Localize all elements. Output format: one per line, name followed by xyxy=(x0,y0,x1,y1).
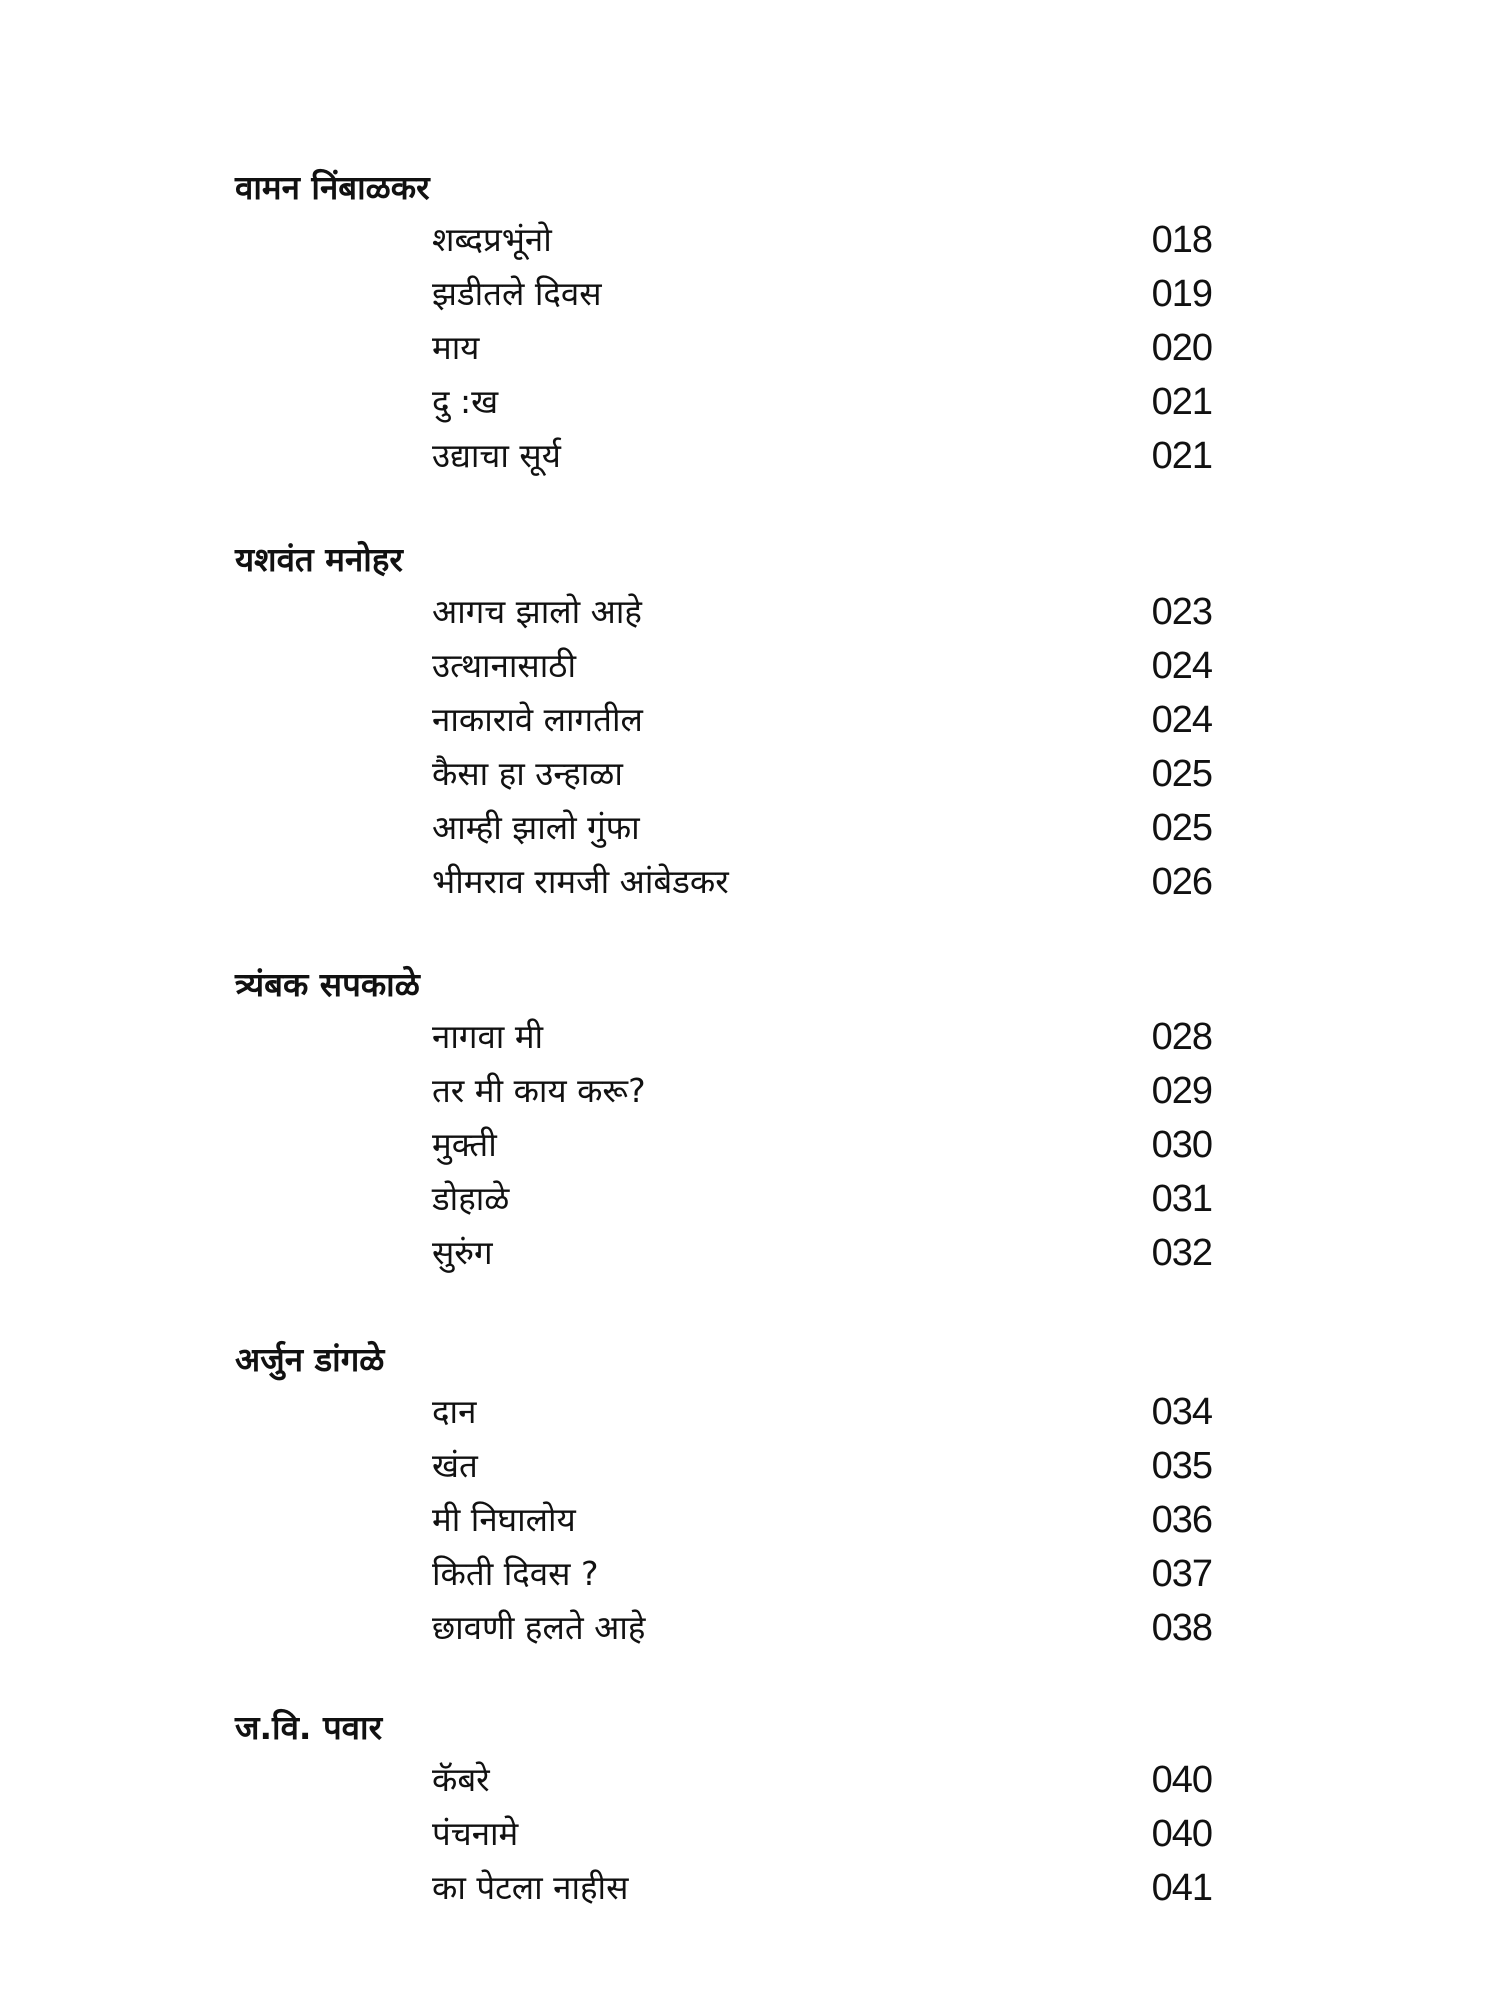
page-number: 037 xyxy=(1151,1553,1212,1595)
poem-title: शब्दप्रभूंनो xyxy=(432,220,552,259)
poem-title: मी निघालोय xyxy=(432,1500,576,1539)
toc-entry xyxy=(0,1861,1500,1915)
page-number: 031 xyxy=(1151,1178,1212,1220)
toc-entry xyxy=(0,1547,1500,1601)
poem-title: माय xyxy=(432,328,480,367)
page-number: 025 xyxy=(1151,807,1212,849)
toc-entry xyxy=(0,1118,1500,1172)
page-number: 034 xyxy=(1151,1391,1212,1433)
toc-entry xyxy=(0,375,1500,429)
toc-entry xyxy=(0,639,1500,693)
page-number: 030 xyxy=(1151,1124,1212,1166)
poem-title: उत्थानासाठी xyxy=(432,646,577,685)
poem-title: उद्याचा सूर्य xyxy=(432,436,561,475)
toc-entry xyxy=(0,1010,1500,1064)
poem-title: किती दिवस ? xyxy=(432,1554,599,1593)
page-number: 038 xyxy=(1151,1607,1212,1649)
poem-title: झडीतले दिवस xyxy=(432,274,602,313)
poem-title: आम्ही झालो गुंफा xyxy=(432,808,640,847)
poem-title: नाकारावे लागतील xyxy=(432,700,643,739)
page-number: 019 xyxy=(1151,273,1212,315)
toc-entry xyxy=(0,1601,1500,1655)
page-number: 024 xyxy=(1151,699,1212,741)
poem-title: खंत xyxy=(432,1446,478,1485)
toc-entry xyxy=(0,321,1500,375)
poem-title: छावणी हलते आहे xyxy=(432,1608,646,1647)
page-number: 036 xyxy=(1151,1499,1212,1541)
toc-entry xyxy=(0,585,1500,639)
toc-entry xyxy=(0,1439,1500,1493)
poem-title: दु :ख xyxy=(432,382,499,421)
poem-title: कॅबरे xyxy=(432,1760,490,1799)
poem-title: भीमराव रामजी आंबेडकर xyxy=(432,862,729,901)
poem-title: आगच झालो आहे xyxy=(432,592,642,631)
page-number: 020 xyxy=(1151,327,1212,369)
page-number: 032 xyxy=(1151,1232,1212,1274)
page-number: 041 xyxy=(1151,1867,1212,1909)
toc-entry xyxy=(0,1226,1500,1280)
toc-entry xyxy=(0,1493,1500,1547)
author-heading: वामन निंबाळकर xyxy=(235,168,430,207)
poem-title: दान xyxy=(432,1392,477,1431)
page-number: 028 xyxy=(1151,1016,1212,1058)
toc-entry xyxy=(0,1753,1500,1807)
poem-title: पंचनामे xyxy=(432,1814,519,1853)
page-number: 021 xyxy=(1151,381,1212,423)
page-number: 029 xyxy=(1151,1070,1212,1112)
poem-title: सुरुंग xyxy=(432,1233,493,1272)
author-heading: त्र्यंबक सपकाळे xyxy=(235,965,420,1004)
page-number: 023 xyxy=(1151,591,1212,633)
page-number: 024 xyxy=(1151,645,1212,687)
toc-entry xyxy=(0,1385,1500,1439)
page-number: 018 xyxy=(1151,219,1212,261)
toc-entry xyxy=(0,801,1500,855)
poem-title: मुक्ती xyxy=(432,1125,497,1164)
page-number: 040 xyxy=(1151,1813,1212,1855)
poem-title: कैसा हा उन्हाळा xyxy=(432,754,623,793)
page-number: 026 xyxy=(1151,861,1212,903)
toc-entry xyxy=(0,429,1500,483)
poem-title: तर मी काय करू? xyxy=(432,1071,646,1110)
author-heading: यशवंत मनोहर xyxy=(235,540,403,579)
page-number: 040 xyxy=(1151,1759,1212,1801)
poem-title: डोहाळे xyxy=(432,1179,510,1218)
poem-title: का पेटला नाहीस xyxy=(432,1868,629,1907)
toc-entry xyxy=(0,1064,1500,1118)
toc-entry xyxy=(0,855,1500,909)
poem-title: नागवा मी xyxy=(432,1017,544,1056)
page-number: 035 xyxy=(1151,1445,1212,1487)
page-number: 021 xyxy=(1151,435,1212,477)
toc-entry xyxy=(0,747,1500,801)
toc-entry xyxy=(0,1172,1500,1226)
toc-entry xyxy=(0,213,1500,267)
author-heading: अर्जुन डांगळे xyxy=(235,1340,385,1379)
toc-entry xyxy=(0,693,1500,747)
page-number: 025 xyxy=(1151,753,1212,795)
toc-entry xyxy=(0,267,1500,321)
author-heading: ज.वि. पवार xyxy=(235,1708,383,1747)
toc-entry xyxy=(0,1807,1500,1861)
